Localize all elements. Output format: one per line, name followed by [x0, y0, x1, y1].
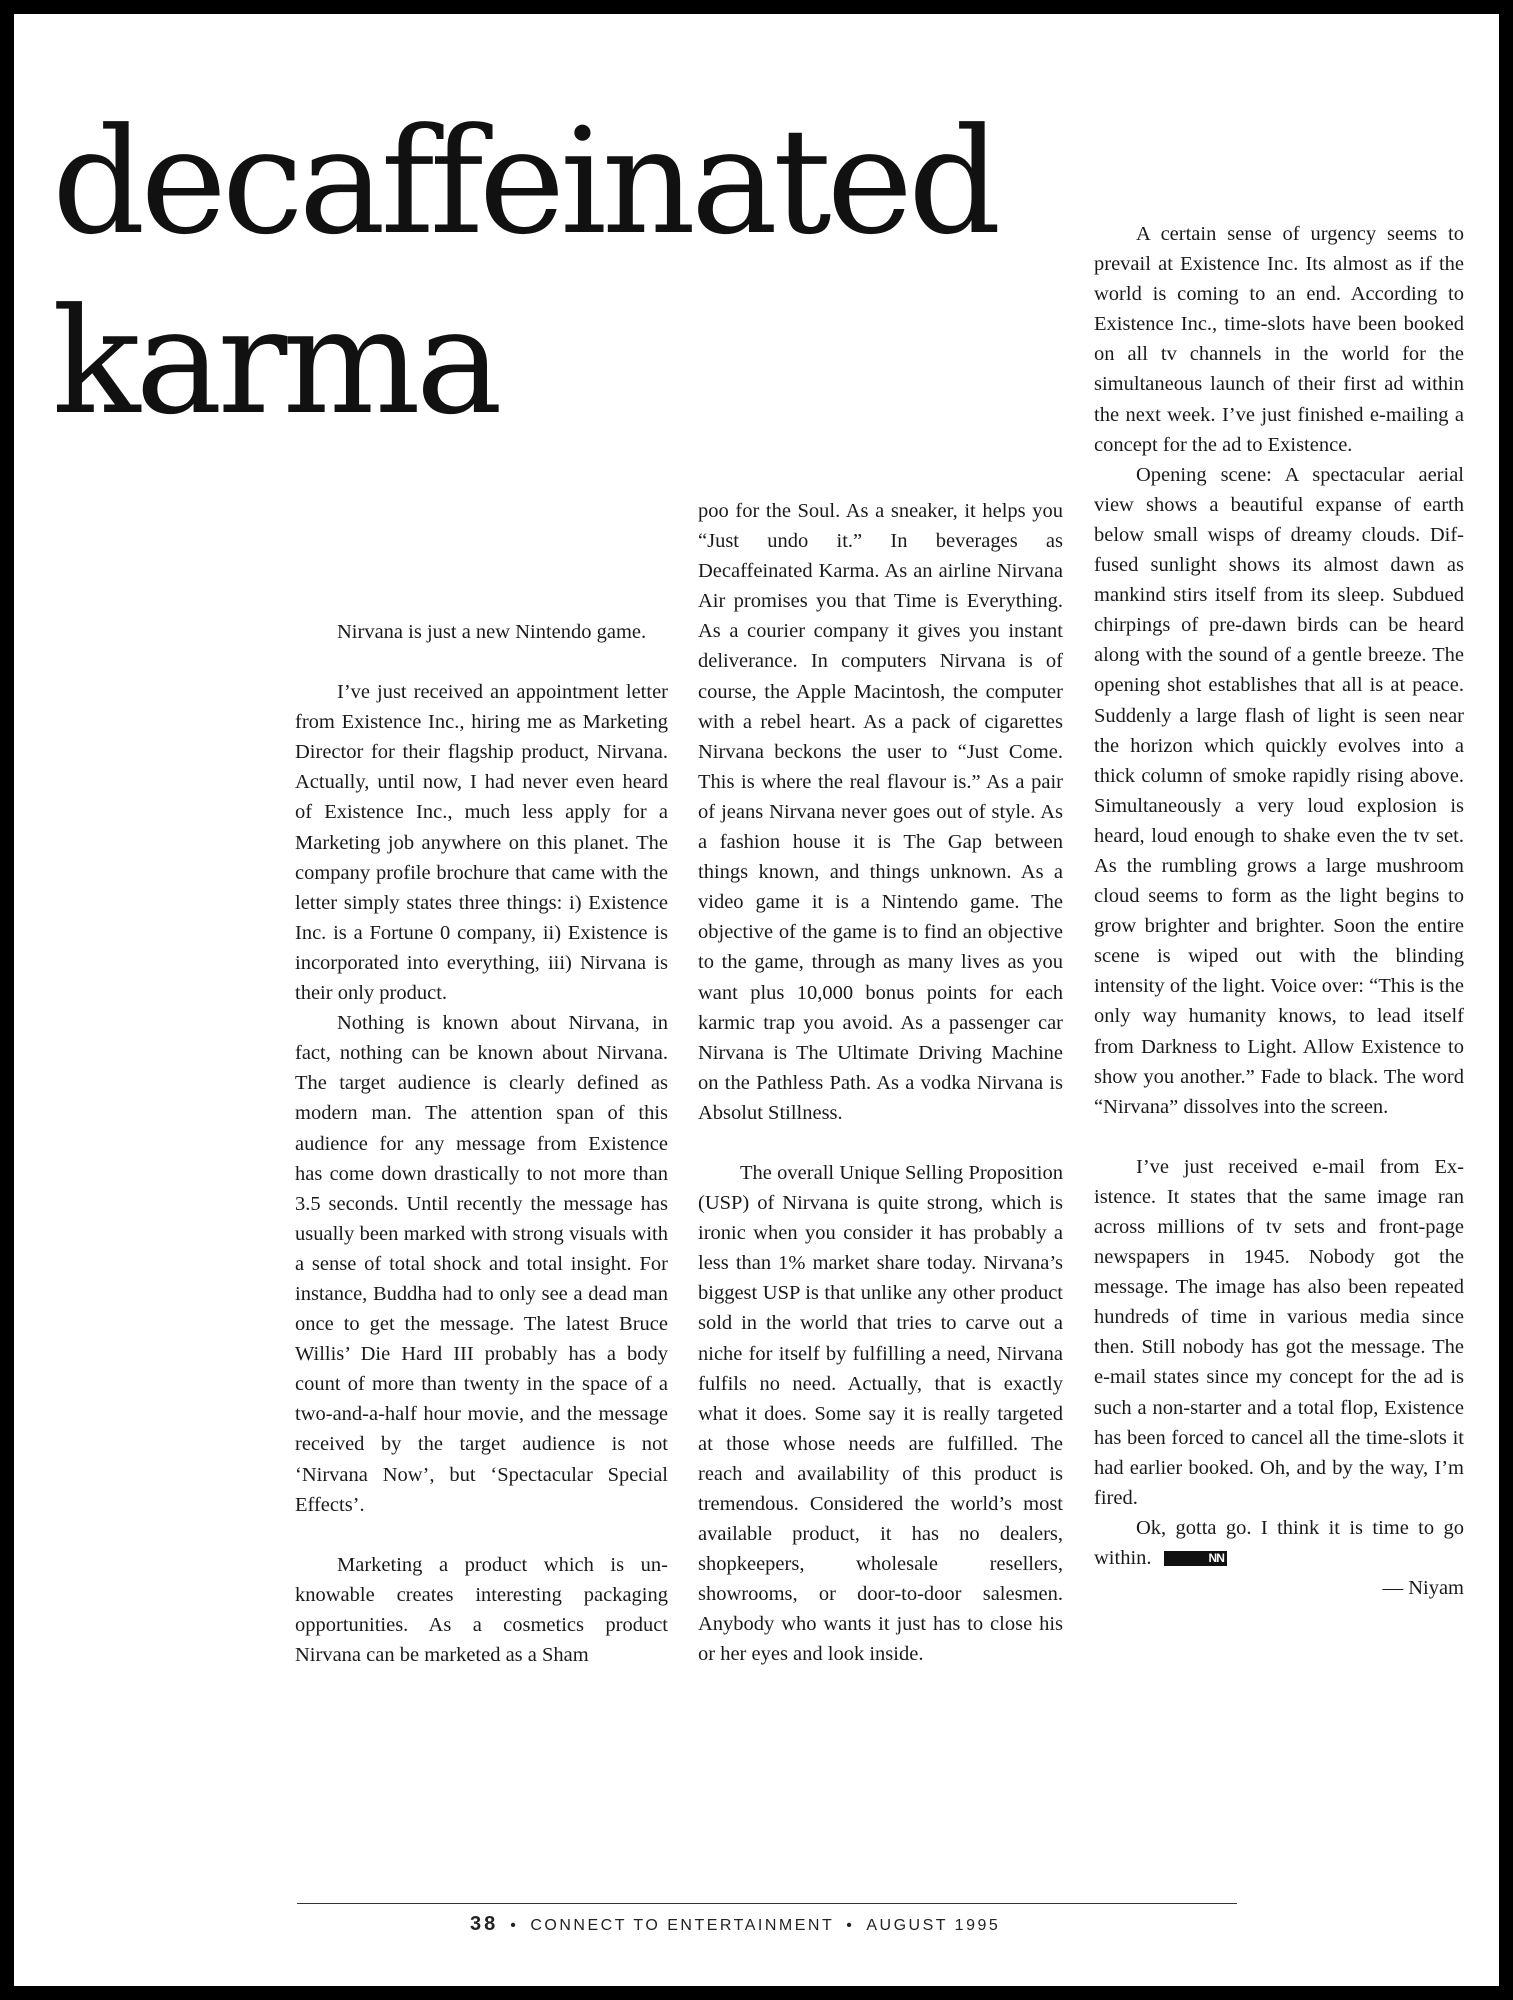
paragraph: Nirvana is just a new Nintendo game.: [337, 621, 647, 643]
footer-bullet: •: [846, 1917, 855, 1934]
footer-rule: [297, 1903, 1237, 1904]
paragraph: Opening scene: A spectacular aerial view shows a beautiful expanse of earth below small wisps of dreamy clouds. Diffused sunlight shows its almost dawn as mankind stirs itself from its sleep. Subdued chirpings of pre-dawn birds can be heard along with the sound of a gentle breeze. The opening shot establishes that all is at peace. Suddenly a large flash of light is seen near the horizon which quickly evolves into a thick column of smoke rapidly rising above. Simultaneously a very loud explosion is heard, loud enough to shake even the tv set. As the rumbling grows a large mushroom cloud seems to form as the light begins to grow brighter and brighter. Soon the entire scene is wiped out with the blinding intensity of the light. Voice over: “This is the only way humanity knows, to lead itself from Darkness to Light. Allow Existence to show you another.” Fade to black. The word “Nirvana” dissolves into the screen.: [1094, 463, 1464, 1118]
paragraph: I’ve just received an appointment letter from Existence Inc., hiring me as Marketing Director for their flagship product, Nirvana. Actually, until now, I had never even heard of Existence Inc., much less apply for a Marketing job anywhere on this planet. The company profile brochure that came with the letter simply states three things: i) Existence Inc. is a Fortune 0 company, ii) Existence is incorporated into everything, iii) Nirvana is their only product.: [295, 681, 668, 1005]
headline-line-1: decaffeinated: [52, 97, 997, 267]
page-footer: [470, 1913, 1000, 1936]
paragraph: I’ve just received e-mail from Existence. It states that the same image ran across millions of tv sets and front-page newspapers in 1945. Nobody got the message. The image has also been repeated hundreds of time in various media since then. Still nobody has got the message. The e-mail states since my concept for the ad is such a non-starter and a total flop, Existence has been forced to cancel all the time-slots it had earlier booked. Oh, and by the way, I’m fired.: [1094, 1155, 1464, 1509]
article-column-3: [1094, 219, 1464, 1603]
page-number: 38: [470, 1913, 499, 1935]
issue-date: AUGUST 1995: [866, 1917, 1001, 1934]
end-mark-icon: NN: [1164, 1551, 1227, 1566]
paragraph: Nothing is known about Nirvana, in fact, nothing can be known about Nirvana. The target audience is clearly defined as modern man. The attention span of this audience for any message from Existence has come down drastically to not more than 3.5 seconds. Until recently the message has usually been marked with strong visuals with a sense of total shock and total insight. For instance, Buddha had to only see a dead man once to get the message. The latest Bruce Willis’ Die Hard III probably has a body count of more than twenty in the space of a two-and-a-half hour movie, and the message received by the target audience is not ‘Nirvana Now’, but ‘Spectacular Special Effects’.: [295, 1012, 668, 1516]
article-column-2: [698, 496, 1063, 1670]
paragraph: The overall Unique Selling Proposition (USP) of Nirvana is quite strong, which is ironic when you consider it has probably a less than 1% market share today. Nirvana’s biggest USP is that unlike any other product sold in the world that tries to carve out a niche for itself by fulfilling a need, Nirvana fulfils no need. Actually, that is exactly what it does. Some say it is really targeted at those whose needs are fulfilled. The reach and availability of this product is tremendous. Considered the world’s most available product, it has no dealers, shopkeepers, wholesale resellers, showrooms, or door-to-door salesmen. Anybody who wants it just has to close his or her eyes and look inside.: [698, 1161, 1063, 1666]
article-column-1: [295, 617, 668, 1670]
paragraph: Marketing a product which is unknowable creates interesting packaging opportunities. As a cosmetics product Nirvana can be marketed as a Sham: [295, 1553, 668, 1666]
paragraph: A certain sense of urgency seems to prevail at Existence Inc. Its almost as if the world is coming to an end. According to Existence Inc., time-slots have been booked on all tv channels in the world for the simultaneous launch of their first ad within the next week. I’ve just finished e-mailing a concept for the ad to Existence.: [1094, 223, 1464, 456]
headline-line-2: karma: [52, 277, 498, 447]
footer-bullet: •: [510, 1917, 519, 1934]
author-signature: — Niyam: [1382, 1577, 1464, 1600]
closing-text: Ok, gotta go. I think it is time to go within.: [1094, 1516, 1464, 1570]
closing-paragraph: [1094, 1513, 1464, 1573]
paragraph: poo for the Soul. As a sneaker, it helps you “Just undo it.” In beverages as Decaffeinated Karma. As an airline Nirvana Air promises you that Time is Everything. As a courier company it gives you instant deliverance. In computers Nirvana is of course, the Apple Macintosh, the computer with a rebel heart. As a pack of cigarettes Nirvana beckons the user to “Just Come. This is where the real flavour is.” As a pair of jeans Nirvana never goes out of style. As a fashion house it is The Gap between things known, and things unknown. As a video game it is a Nintendo game. The objective of the game is to find an objective to the game, through as many lives as you want plus 10,000 bonus points for each karmic trap you avoid. As a passenger car Nirvana is The Ultimate Driving Machine on the Pathless Path. As a vodka Nirvana is Absolut Stillness.: [698, 500, 1063, 1124]
article-headline: [52, 92, 996, 452]
publication-name: CONNECT TO ENTERTAINMENT: [530, 1917, 835, 1934]
